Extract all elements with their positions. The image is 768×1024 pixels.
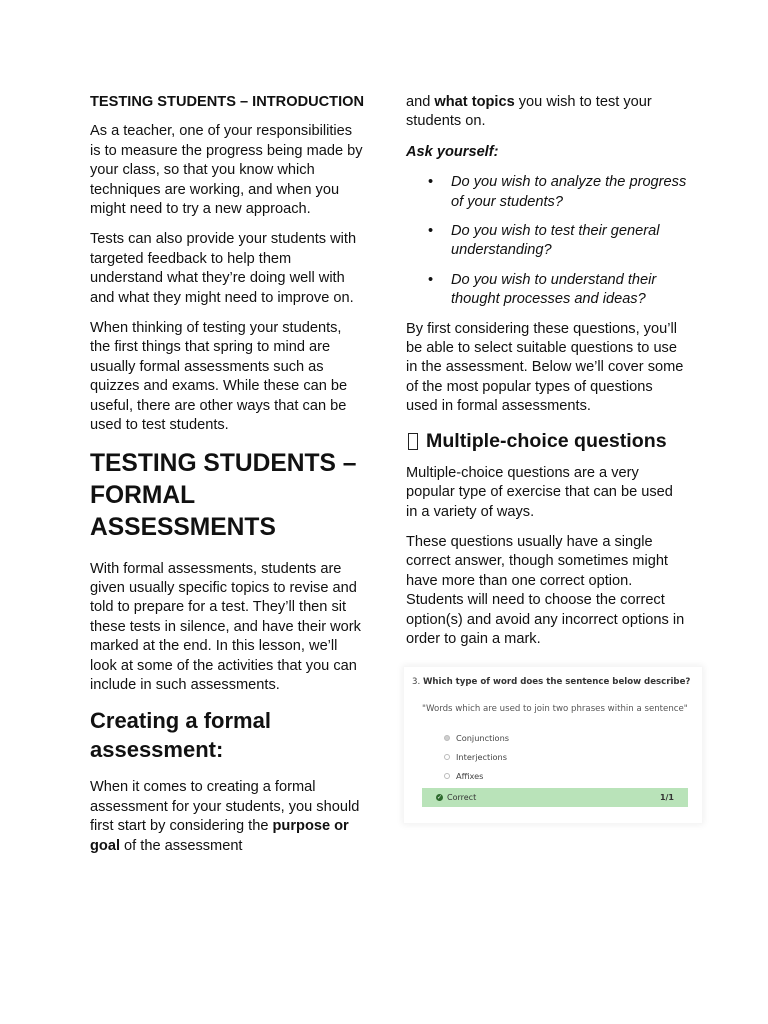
result-label: Correct xyxy=(447,793,477,803)
radio-icon xyxy=(444,754,450,760)
question-list xyxy=(406,173,688,309)
quiz-option xyxy=(444,752,507,762)
paragraph: With formal assessments, students are given usually specific topics to revise and told to prepare for a test. They’ll then sit these tests in silence, and have their work marked at the end. In this lesson, we’ll look at some of the activities that you can include in such assessments. xyxy=(90,560,361,693)
bold-text: purpose or goal xyxy=(90,818,349,854)
list-item: • Do you wish to understand their thought processes and ideas? xyxy=(406,271,688,310)
left-column xyxy=(90,93,365,867)
bold-text: what topics xyxy=(434,94,515,110)
quiz-example-image xyxy=(404,667,702,823)
text: you wish to test your students on. xyxy=(406,94,652,130)
paragraph xyxy=(406,93,688,132)
option-label: Affixes xyxy=(456,771,484,782)
radio-icon xyxy=(444,773,450,779)
radio-selected-icon xyxy=(444,735,450,741)
text: When it comes to creating a formal assessment for your students, you should first start by considering the xyxy=(90,779,360,835)
option-label: Conjunctions xyxy=(456,733,510,744)
right-column xyxy=(406,93,691,823)
text: of the assessment xyxy=(120,837,243,854)
paragraph: These questions usually have a single correct answer, though sometimes might have more than one correct option. Students will need to choose the correct option(s) and avoid any incorrect options in order to gain a mark. xyxy=(406,533,685,647)
formal-assessments-heading: TESTING STUDENTS – FORMAL ASSESSMENTS xyxy=(90,449,357,541)
question-number: 3. xyxy=(412,677,421,688)
list-item: • Do you wish to analyze the progress of your students? xyxy=(406,173,688,212)
quiz-option xyxy=(444,733,509,743)
option-label: Interjections xyxy=(456,752,507,763)
score: 1/1 xyxy=(659,793,674,803)
intro-heading: TESTING STUDENTS – INTRODUCTION xyxy=(90,94,365,110)
paragraph: Tests can also provide your students with targeted feedback to help them understand what they’re doing well with and what they might need to improve on. xyxy=(90,231,357,306)
heading-text: Multiple-choice questions xyxy=(426,429,667,452)
list-item: • Do you wish to test their general understanding? xyxy=(406,222,688,261)
multiple-choice-heading xyxy=(406,428,688,455)
creating-assessment-heading: Creating a formal assessment: xyxy=(90,708,271,763)
paragraph: By first considering these questions, you’ll be able to select suitable questions to use in the assessment. Below we’ll cover some of the most popular types of questions used in formal assessments. xyxy=(406,320,684,415)
check-circle-icon: ✓ xyxy=(436,794,443,802)
quiz-sentence: "Words which are used to join two phrases within a sentence" xyxy=(422,704,688,715)
quiz-question xyxy=(412,677,690,687)
paragraph: When thinking of testing your students, the first things that spring to mind are usually formal assessments such as quizzes and exams. While these can be useful, there are other ways that can be used to test students. xyxy=(90,320,348,434)
result-status xyxy=(436,793,476,802)
paragraph: As a teacher, one of your responsibilities is to measure the progress being made by your class, so that you know which techniques are working, and when you might need to try a new approach. xyxy=(90,123,363,218)
paragraph: Multiple-choice questions are a very popular type of exercise that can be used in a variety of ways. xyxy=(406,464,673,520)
quiz-option xyxy=(444,771,483,781)
ask-yourself-label: Ask yourself: xyxy=(406,143,499,160)
question-text: Which type of word does the sentence below describe? xyxy=(422,677,691,688)
paragraph xyxy=(90,778,365,856)
missing-glyph-icon xyxy=(408,433,418,450)
text: and xyxy=(406,94,435,110)
quiz-result-bar xyxy=(422,788,688,807)
